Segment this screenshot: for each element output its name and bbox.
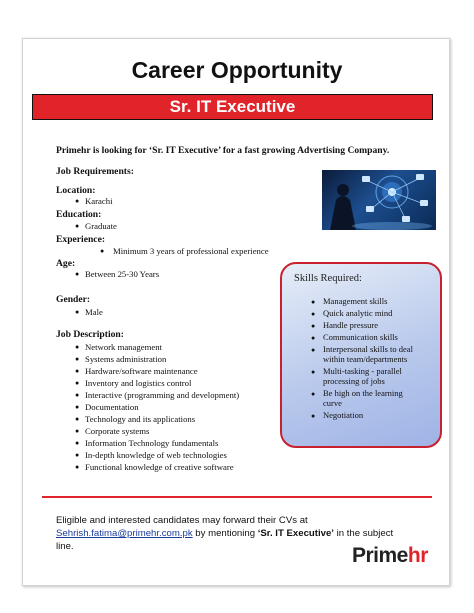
list-item: Management skills (323, 296, 388, 306)
divider (42, 496, 432, 498)
network-graphic-icon (322, 170, 436, 230)
list-item: Corporate systems (85, 426, 150, 436)
age-label: Age: (56, 258, 76, 269)
list-item-continuation: within team/departments (323, 354, 408, 364)
location-label: Location: (56, 185, 96, 196)
logo-hr: hr (407, 544, 428, 567)
bullet-icon: ● (75, 308, 80, 316)
list-item: Negotiation (323, 410, 364, 420)
list-item: Network management (85, 342, 162, 352)
apply-line-3: line. (56, 541, 74, 552)
gender-label: Gender: (56, 294, 91, 305)
education-value: Graduate (85, 221, 117, 231)
bullet-icon: ● (311, 334, 316, 342)
logo-prime: Prime (352, 544, 408, 567)
list-item: Interactive (programming and development) (85, 390, 240, 400)
location-value: Karachi (85, 196, 113, 206)
bullet-icon: ● (75, 403, 80, 411)
list-item: In-depth knowledge of web technologies (85, 450, 227, 460)
page-title: Career Opportunity (131, 57, 343, 83)
list-item: Multi-tasking - parallel (323, 366, 402, 376)
skills-heading: Skills Required: (294, 273, 362, 284)
bullet-icon: ● (311, 412, 316, 420)
list-item: Communication skills (323, 332, 398, 342)
list-item: Information Technology fundamentals (85, 438, 219, 448)
job-description-heading: Job Description: (56, 329, 124, 340)
bullet-icon: ● (311, 310, 316, 318)
bullet-icon: ● (311, 390, 316, 398)
bullet-icon: ● (75, 367, 80, 375)
position-banner: Sr. IT Executive (32, 94, 433, 120)
subject-text: in the subject (333, 528, 394, 539)
bullet-icon: ● (75, 355, 80, 363)
bullet-icon: ● (75, 343, 80, 351)
primehr-logo (352, 544, 428, 568)
experience-value: Minimum 3 years of professional experience (113, 246, 269, 256)
intro-text: Primehr is looking for ‘Sr. IT Executive’ for a fast growing Advertising Company. (56, 145, 390, 156)
bullet-icon: ● (75, 451, 80, 459)
bullet-icon: ● (75, 391, 80, 399)
list-item: Be high on the learning (323, 388, 403, 398)
mention-text: by mentioning (192, 528, 258, 539)
bullet-icon: ● (75, 415, 80, 423)
subject-reference: ‘Sr. IT Executive’ (257, 528, 334, 539)
list-item: Interpersonal skills to deal (323, 344, 413, 354)
gender-value: Male (85, 307, 103, 317)
experience-label: Experience: (56, 234, 106, 245)
list-item: Documentation (85, 402, 139, 412)
bullet-icon: ● (75, 222, 80, 230)
bullet-icon: ● (311, 368, 316, 376)
email-link[interactable]: Sehrish.fatima@primehr.com.pk (56, 528, 193, 539)
list-item: Handle pressure (323, 320, 378, 330)
list-item: Functional knowledge of creative software (85, 462, 234, 472)
apply-line-2 (56, 527, 416, 540)
list-item: Hardware/software maintenance (85, 366, 198, 376)
list-item: Technology and its applications (85, 414, 196, 424)
bullet-icon: ● (75, 463, 80, 471)
education-label: Education: (56, 209, 102, 220)
bullet-icon: ● (311, 346, 316, 354)
job-requirements-heading: Job Requirements: (56, 166, 134, 177)
bullet-icon: ● (75, 270, 80, 278)
list-item: Quick analytic mind (323, 308, 393, 318)
business-technology-image (322, 170, 436, 230)
list-item-continuation: curve (323, 398, 342, 408)
bullet-icon: ● (100, 247, 105, 255)
list-item-continuation: processing of jobs (323, 376, 385, 386)
bullet-icon: ● (311, 298, 316, 306)
list-item: Inventory and logistics control (85, 378, 192, 388)
bullet-icon: ● (75, 439, 80, 447)
list-item: Systems administration (85, 354, 167, 364)
bullet-icon: ● (75, 197, 80, 205)
bullet-icon: ● (311, 322, 316, 330)
apply-line-1: Eligible and interested candidates may forward their CVs at (56, 515, 308, 526)
bullet-icon: ● (75, 379, 80, 387)
age-value: Between 25-30 Years (85, 269, 160, 279)
bullet-icon: ● (75, 427, 80, 435)
